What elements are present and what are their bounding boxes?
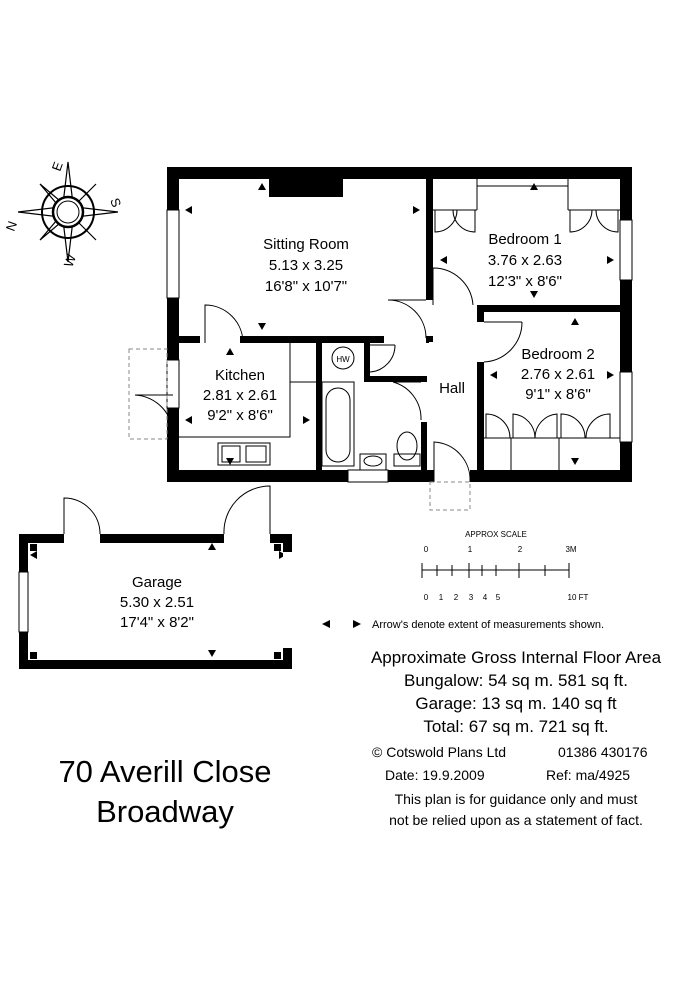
disclaimer-line2: not be relied upon as a statement of fact. [389,812,643,828]
compass-w: W [60,252,80,270]
scale-ft-4: 4 [482,593,488,602]
sitting-room-metric: 5.13 x 3.25 [268,257,344,274]
disclaimer-line1: This plan is for guidance only and must [394,791,638,807]
bedroom1-imperial: 12'3" x 8'6" [488,273,562,290]
compass-s: S [107,195,125,210]
kitchen-metric: 2.81 x 2.61 [202,387,278,404]
credits-date: Date: 19.9.2009 [385,767,485,783]
area-total: Total: 67 sq m. 721 sq ft. [423,717,609,736]
scale-ft-3: 3 [468,593,474,602]
garage-name: Garage [131,574,183,591]
hall-name: Hall [439,380,465,397]
compass-e: E [48,159,66,174]
scale-m-1: 1 [467,545,473,554]
scale-m-0: 0 [423,545,429,554]
address-line2: Broadway [96,794,234,829]
arrow-note: Arrow's denote extent of measurements shown. [372,619,604,631]
bedroom1-metric: 3.76 x 2.63 [487,252,563,269]
sitting-room-name: Sitting Room [263,236,349,253]
bathroom-fixtures [322,347,420,470]
credits-phone: 01386 430176 [558,744,648,760]
scale-ft-2: 2 [453,593,459,602]
bedroom1-name: Bedroom 1 [488,231,562,248]
sitting-room-imperial: 16'8" x 10'7" [264,278,348,295]
bedroom2-imperial: 9'1" x 8'6" [525,386,591,403]
scale-m-2: 2 [517,545,523,554]
bungalow-walls [167,167,632,482]
kitchen-imperial: 9'2" x 8'6" [207,407,273,424]
door-swings [135,268,522,482]
kitchen-name: Kitchen [214,367,266,384]
scale-ft-5: 5 [495,593,501,602]
kitchen-units [179,343,316,465]
area-title: Approximate Gross Internal Floor Area [370,648,662,667]
scale-title: APPROX SCALE [465,530,527,539]
compass-rose-icon [3,159,125,269]
scale-ft-10: 10 FT [567,593,589,602]
bedroom2-name: Bedroom 2 [521,346,595,363]
credits-ref: Ref: ma/4925 [546,767,631,783]
scale-bar [422,530,589,602]
address-line1: 70 Averill Close [58,754,272,789]
bedroom2-metric: 2.76 x 2.61 [520,366,596,383]
garage-imperial: 17'4" x 8'2" [120,614,194,631]
area-bungalow: Bungalow: 54 sq m. 581 sq ft. [404,671,628,690]
garage-metric: 5.30 x 2.51 [119,594,195,611]
area-garage: Garage: 13 sq m. 140 sq ft [415,694,617,713]
compass-n: N [2,219,21,234]
scale-ft-0: 0 [423,593,429,602]
scale-ft-1: 1 [438,593,444,602]
scale-m-3: 3M [565,545,577,554]
credits-company: © Cotswold Plans Ltd [372,744,507,760]
hot-water-label: HW [336,355,350,364]
